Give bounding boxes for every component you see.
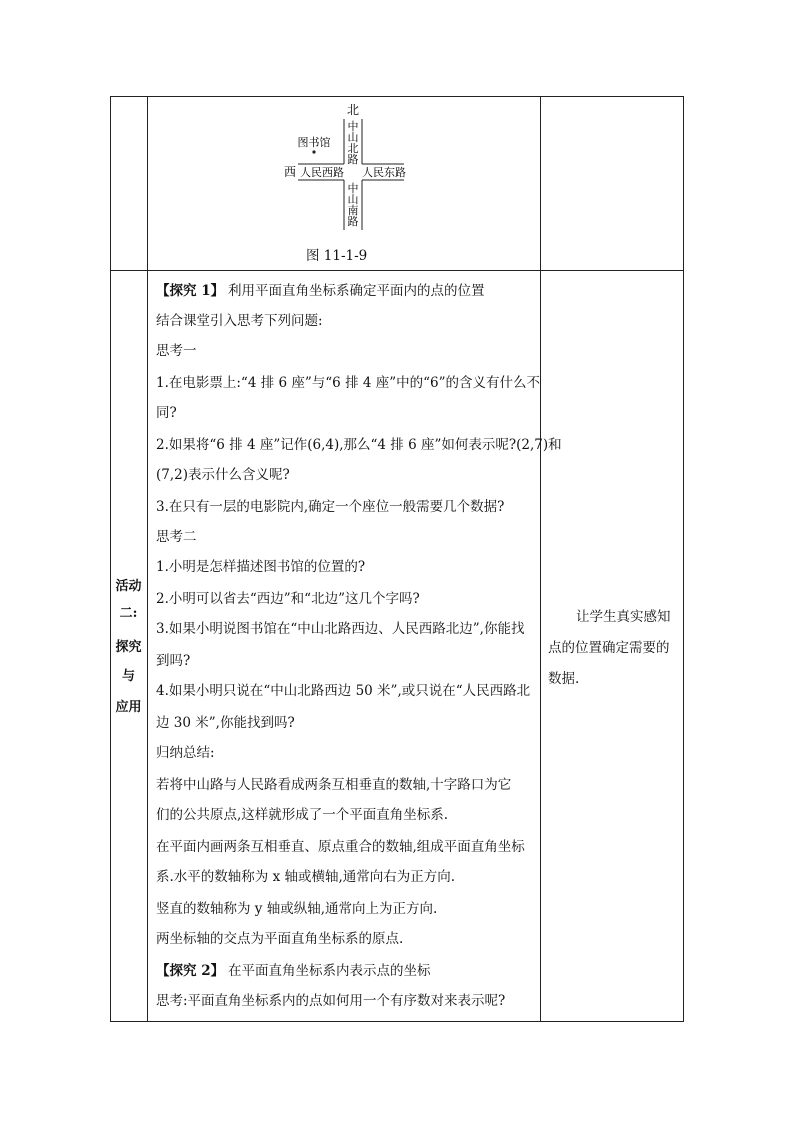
table-top-border (110, 96, 684, 97)
row-divider (110, 270, 684, 271)
svg-text:北: 北 (347, 142, 359, 155)
table-right-border (683, 96, 684, 1022)
library-dot (312, 150, 315, 153)
svg-text:中: 中 (347, 182, 359, 195)
svg-text:路: 路 (347, 153, 359, 166)
explore1-title: 利用平面直角坐标系确定平面内的点的位置 (228, 283, 485, 299)
west-road-label: 人民西路 (300, 166, 344, 179)
east-road-label: 人民东路 (362, 166, 406, 179)
west-label: 西 (283, 165, 297, 179)
column-divider (147, 96, 148, 1022)
road-map-figure (280, 102, 420, 238)
lesson-table: 北 中 山 北 路 图书馆 西 人民西路 人民东路 中 山 南 路 图 11-1-9 活动 二: 探究 与 应用 【探究 1】 利用平面直角坐标系确定平面内的点的位置 结合课堂引入思考下列问题: 思考一 1.在电影票上:“4 排 6 座”与“6 排 4 座”中的“6”的含义有什么不 同? 2.如果将“6 排 4 座”记作(6,4),那么“4 排 6 座”如何表示呢?(2,7)和 (7,2)表示什么含义呢? 3.在只有一层的电影院内,确定一个座位一般需要几个数据? 思考二 1.小明是怎样描述图书馆的位置的? 2.小明可以省去“西边”和“北边”这几个字吗? 3.如果小明说图书馆在“中山北路西边、人民西路北边”,你能找 到吗? 4.如果小明只说在“中山北路西边 50 米”,或只说在“人民西路北 边 30 米”,你能找到吗? 归纳总结: 若将中山路与人民路看成两条互相垂直的数轴,十字路口为它 们的公共原点,这样就形成了一个平面直角坐标系. 在平面内画两条互相垂直、原点重合的数轴,组成平面直角坐标 系.水平的数轴称为 x 轴或横轴,通常向右为正方向. 竖直的数轴称为 y 轴或纵轴,通常向上为正方向. 两坐标轴的交点为平面直角坐标系的原点. 【探究 2】 在平面直角坐标系内表示点的坐标 思考:平面直角坐标系内的点如何用一个有序数对来表示呢? 让学生真实感知 点的位置确定需要的 数据. (110, 96, 684, 1022)
explore2-tag: 【探究 2】 (156, 963, 225, 979)
figure-caption: 图 11-1-9 (306, 248, 368, 264)
north-label: 北 (346, 103, 360, 117)
svg-text:南: 南 (347, 204, 359, 217)
explore1-tag: 【探究 1】 (156, 283, 225, 299)
svg-text:山: 山 (347, 193, 359, 206)
library-label: 图书馆 (297, 136, 331, 149)
column-divider (540, 96, 541, 1022)
explore2-title: 在平面直角坐标系内表示点的坐标 (228, 963, 431, 979)
svg-text:中: 中 (347, 120, 359, 133)
svg-text:山: 山 (347, 131, 359, 144)
table-bottom-border (110, 1021, 684, 1022)
table-left-border (110, 96, 111, 1022)
svg-text:路: 路 (347, 215, 359, 228)
